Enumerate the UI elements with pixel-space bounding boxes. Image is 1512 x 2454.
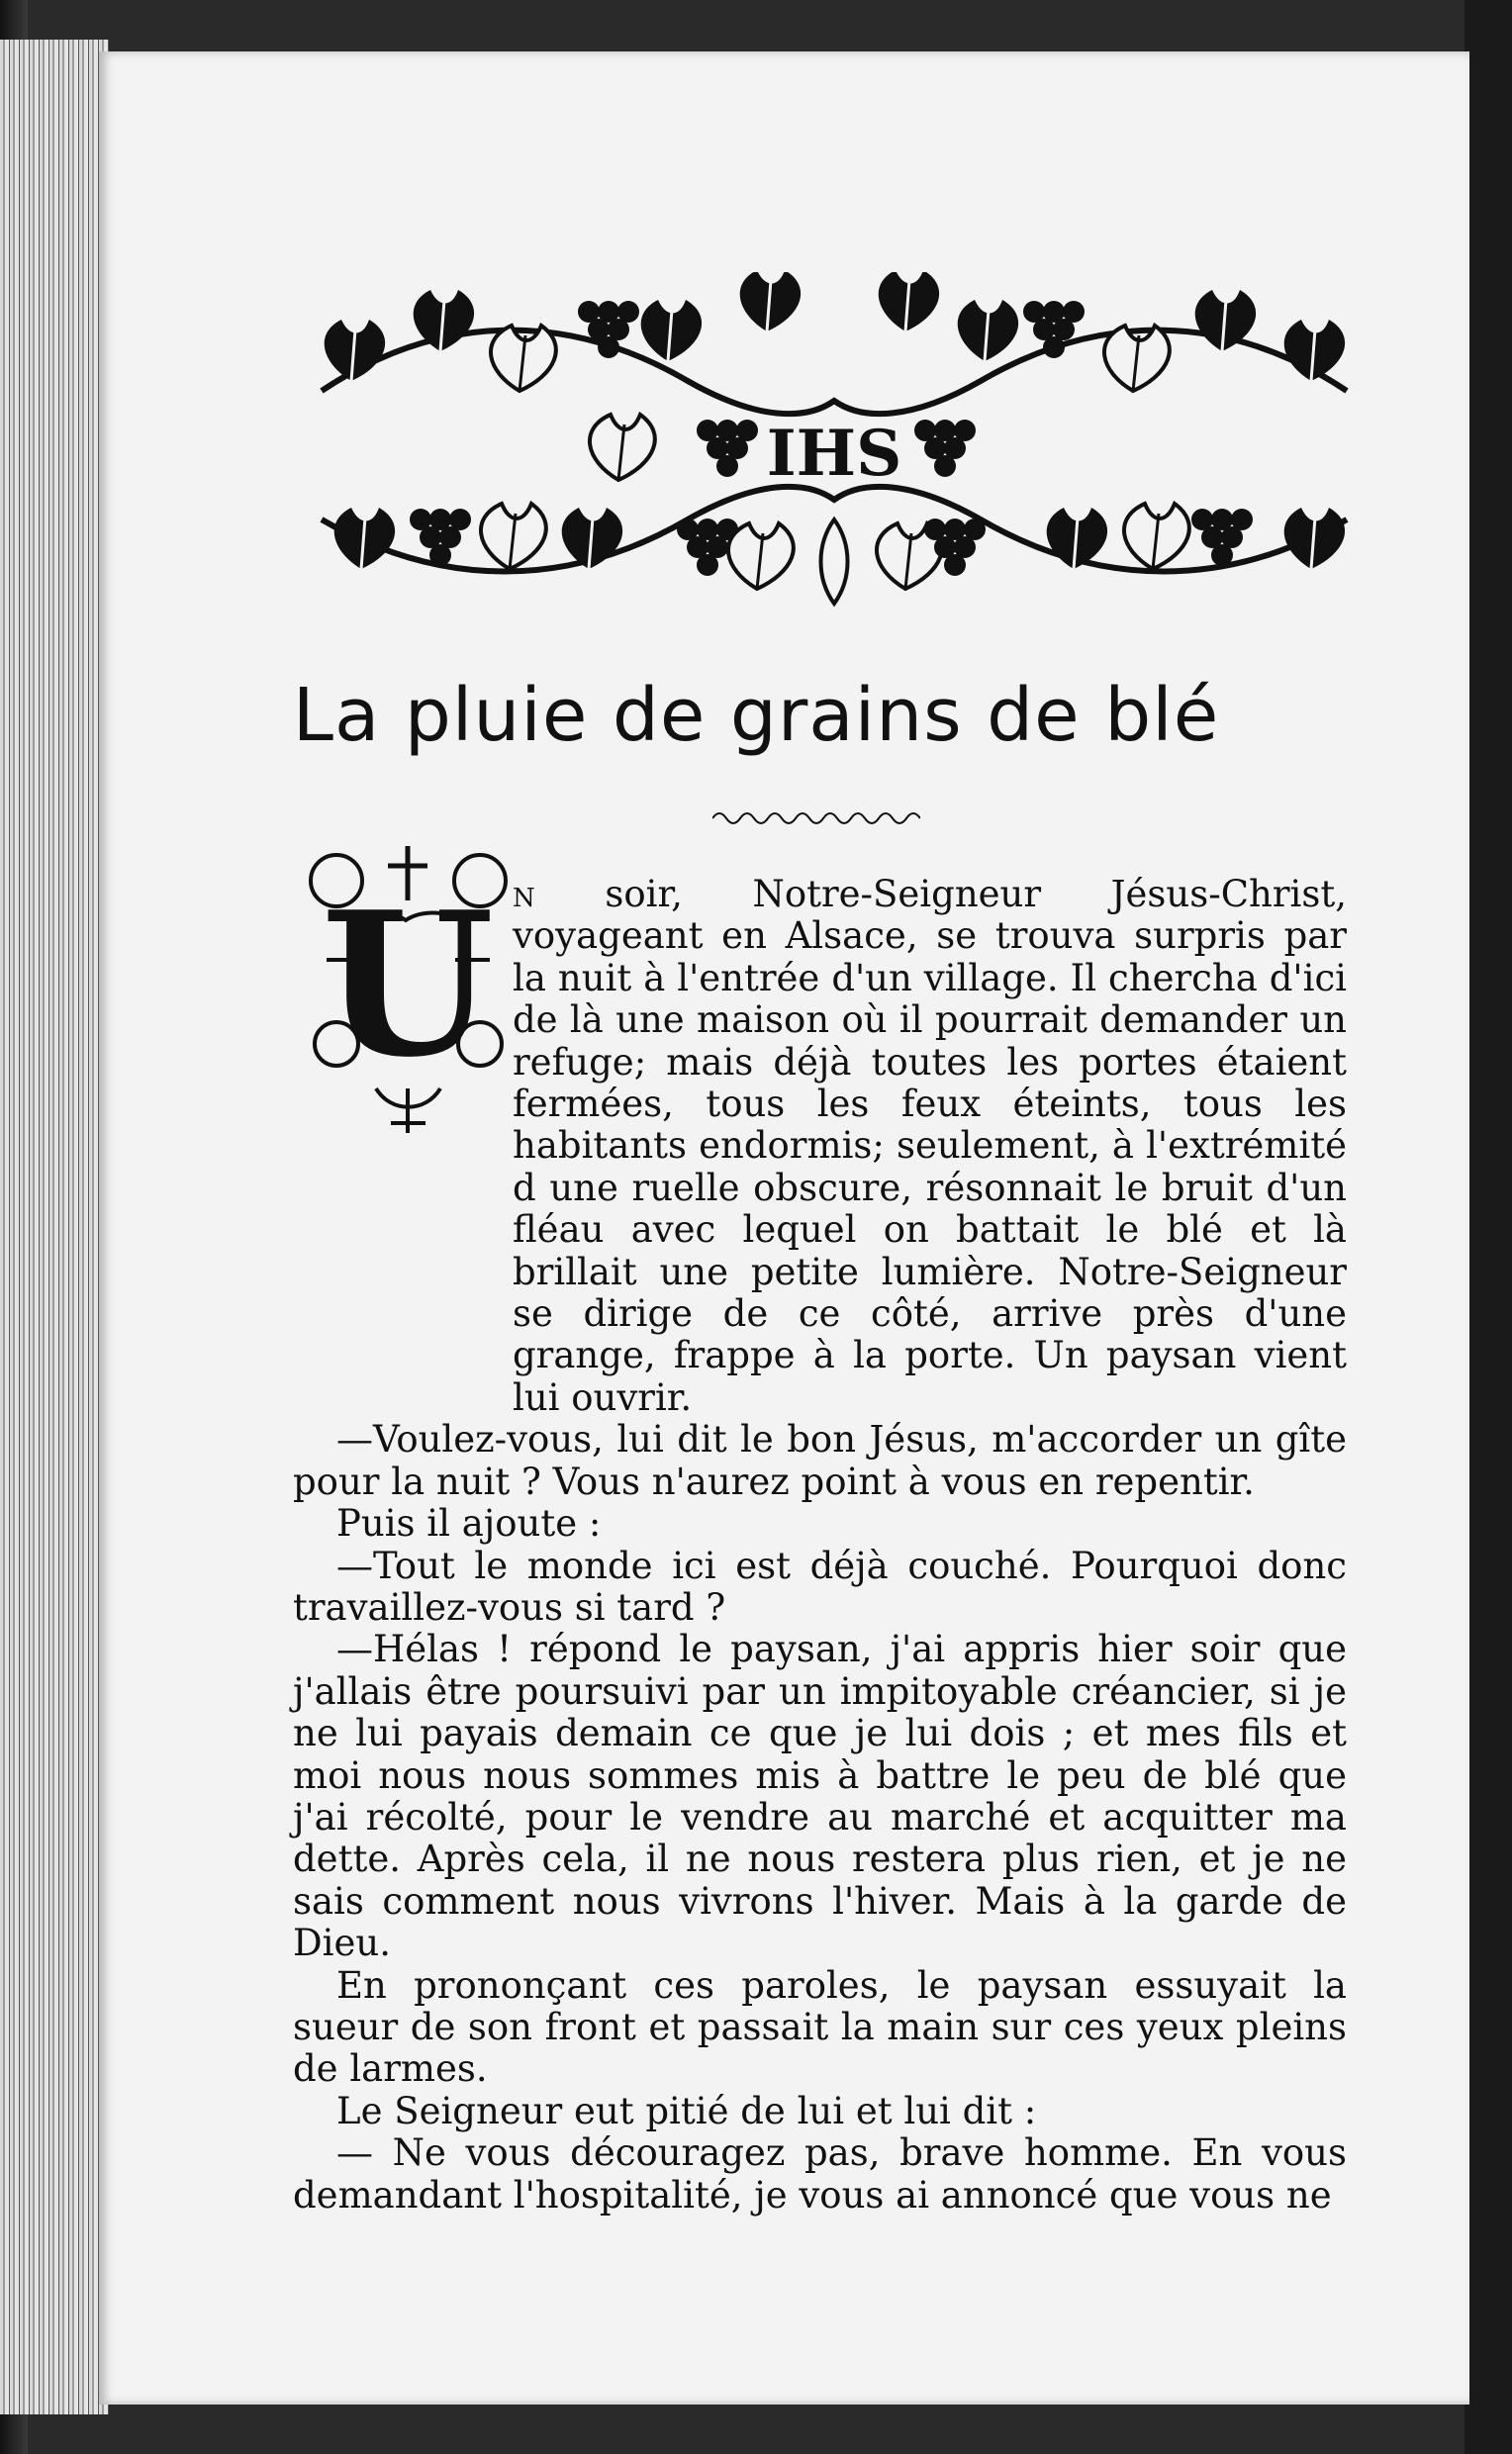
paragraph-1: n soir, Notre-Seigneur Jésus-Christ, voyageant en Alsace, se trouva surpris par la nuit à l'entrée d'un village. Il chercha d'ici de là une maison où il pourrait demander un refuge; mais déjà toutes les portes étaient fermées, tous les feux éteints, tous les habitants endormis; seulement, à l'extrémité d une ruelle obscure, résonnait le bruit d'un fléau avec lequel on battait le blé et là brillait une petite lumière. Notre-Seigneur se dirige de ce côté, arrive près d'une grange, frappe à la porte. Un paysan vient lui ouvrir. [513,873,1347,1419]
paragraph-6: En prononçant ces paroles, le paysan essuyait la sueur de son front et passait la main sur ces yeux pleins de larmes. [293,1963,1347,2091]
opening-word-rest: n [513,873,535,915]
paragraph-4: —Tout le monde ici est déjà couché. Pourquoi donc travaillez-vous si tard ? [293,1544,1347,1629]
paragraph-5: —Hélas ! répond le paysan, j'ai appris hier soir que j'allais être poursuivi par un impitoyable créancier, si je ne lui payais demain ce que je lui dois ; et mes fils et moi nous nous sommes mis à battre le peu de blé que j'ai récolté, pour le vendre au marché et acquitter ma dette. Après cela, il ne nous restera plus rien, et je ne sais comment nous vivrons l'hiver. Mais à la garde de Dieu. [293,1628,1347,1965]
paragraph-7: Le Seigneur eut pitié de lui et lui dit : [336,2089,1037,2132]
floral-headpiece-ornament [292,272,1375,609]
paragraph-3: Puis il ajoute : [336,1502,602,1546]
title-divider-squiggle [712,806,920,826]
chapter-title: La pluie de grains de blé [292,673,1220,758]
paragraph-2: —Voulez-vous, lui dit le bon Jésus, m'accorder un gîte pour la nuit ? Vous n'aurez point à vous en repentir. [293,1418,1347,1503]
facing-page-edge [1465,0,1512,2454]
dropcap-letter: U [321,869,495,1101]
body-text [293,874,1347,2217]
page-edges [0,40,109,2414]
ihs-monogram: IHS [766,417,902,491]
paragraph-8: — Ne vous découragez pas, brave homme. En vous demandant l'hospitalité, je vous ai annoncé que vous ne [293,2131,1347,2217]
